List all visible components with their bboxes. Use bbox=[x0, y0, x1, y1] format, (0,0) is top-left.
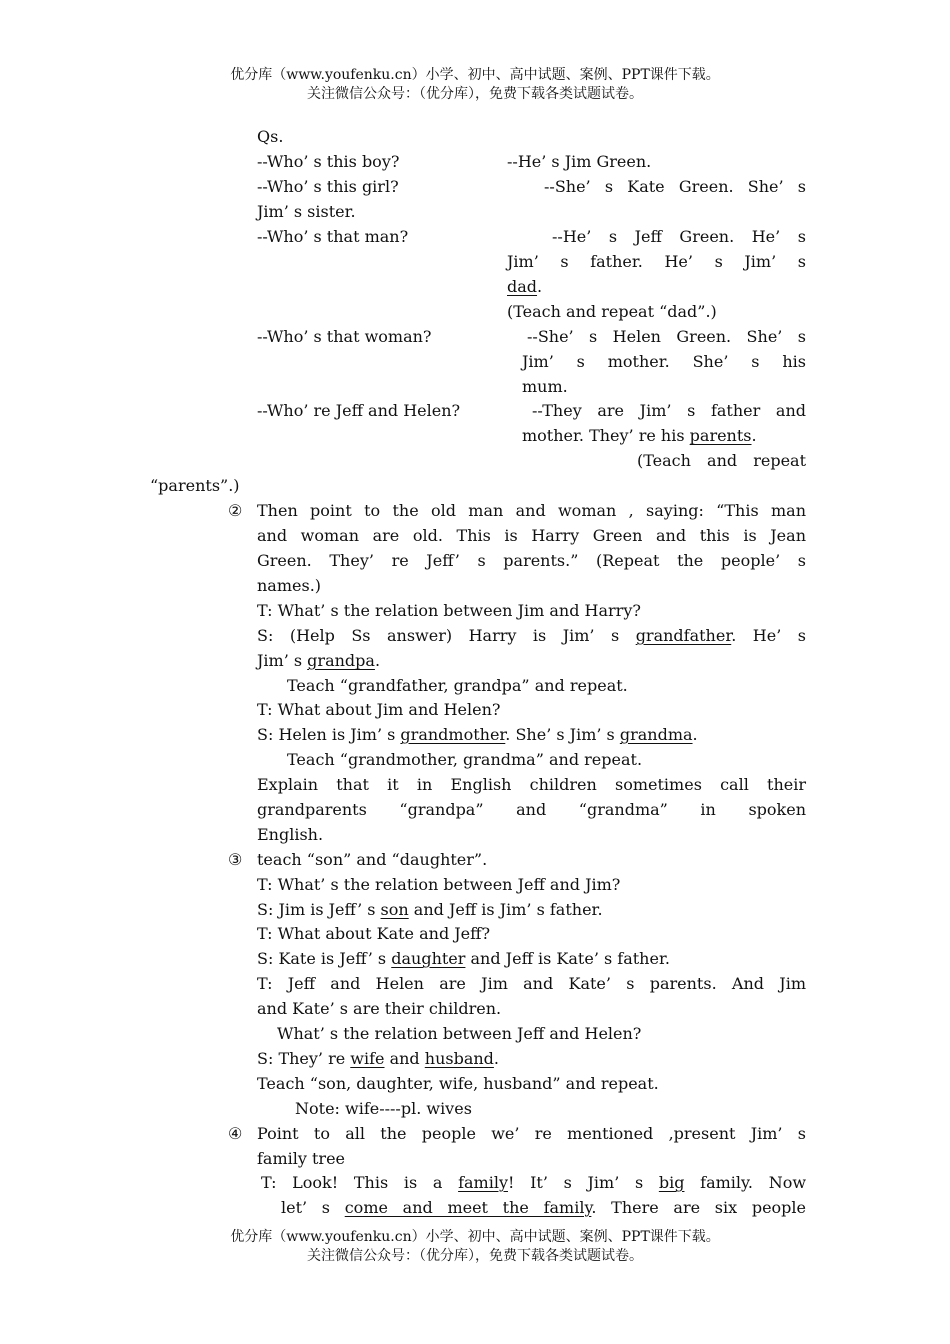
step-2-line-7: Jim’ s grandpa. bbox=[257, 651, 381, 670]
step-3-line-11: Note: wife----pl. wives bbox=[295, 1099, 472, 1118]
footer-line-1: 优分库（www.youfenku.cn）小学、初中、高中试题、案例、PPT课件下载。 bbox=[230, 1229, 720, 1245]
step-4-line-3: T: Look! This is a family! It’ s Jim’ s big family. Now bbox=[261, 1173, 807, 1192]
step-4-line-4: let’ s come and meet the family. There are six people bbox=[281, 1198, 807, 1217]
step-2-line-12: Explain that it in English children sometimes call their bbox=[257, 775, 806, 794]
step-2-marker: ② bbox=[228, 501, 243, 520]
step-2-line-3: Green. They’ re Jeff’ s parents.” (Repeat the people’ s bbox=[257, 551, 806, 570]
header-line-2: 关注微信公众号：（优分库），免费下载各类试题试卷。 bbox=[307, 86, 643, 102]
question-5: --Who’ re Jeff and Helen? bbox=[257, 401, 461, 420]
step-3-marker: ③ bbox=[228, 850, 243, 869]
vocab-grandma: grandma bbox=[619, 725, 693, 744]
step-3-line-1: teach “son” and “daughter”. bbox=[257, 850, 488, 869]
header-line-1: 优分库（www.youfenku.cn）小学、初中、高中试题、案例、PPT课件下载。 bbox=[230, 67, 720, 83]
phrase-come-and-meet-the-family: come and meet the family bbox=[344, 1198, 592, 1217]
answer-3-cont: Jim’ s father. He’ s Jim’ s bbox=[507, 252, 806, 271]
question-4: --Who’ s that woman? bbox=[257, 327, 432, 346]
step-4-line-1: Point to all the people we’ re mentioned ,present Jim’ s bbox=[257, 1124, 806, 1143]
step-2-line-13: grandparents “grandpa” and “grandma” in spoken bbox=[257, 800, 806, 819]
teach-parents-note: (Teach and repeat bbox=[637, 451, 806, 470]
answer-4-mum: mum. bbox=[522, 377, 568, 396]
answer-4-cont: Jim’ s mother. She’ s his bbox=[522, 352, 806, 371]
vocab-parents: parents bbox=[689, 426, 752, 445]
vocab-dad: dad bbox=[507, 277, 538, 296]
step-2-line-6: S: (Help Ss answer) Harry is Jim’ s grandfather. He’ s bbox=[257, 626, 806, 645]
step-3-line-6: T: Jeff and Helen are Jim and Kate’ s parents. And Jim bbox=[257, 974, 806, 993]
teach-parents-note-end: “parents”.) bbox=[150, 476, 240, 495]
step-2-line-14: English. bbox=[257, 825, 324, 844]
step-4-line-2: family tree bbox=[257, 1149, 346, 1168]
question-2: --Who’ s this girl? bbox=[257, 177, 399, 196]
question-1: --Who’ s this boy? bbox=[257, 152, 400, 171]
answer-2: --She’ s Kate Green. She’ s bbox=[544, 177, 806, 196]
answer-5: --They are Jim’ s father and bbox=[532, 401, 806, 420]
step-2-line-2: and woman are old. This is Harry Green and this is Jean bbox=[257, 526, 806, 545]
step-3-line-3: S: Jim is Jeff’ s son and Jeff is Jim’ s father. bbox=[257, 900, 603, 919]
step-3-line-4: T: What about Kate and Jeff? bbox=[257, 924, 491, 943]
answer-4: --She’ s Helen Green. She’ s bbox=[527, 327, 806, 346]
answer-2-cont: Jim’ s sister. bbox=[257, 202, 356, 221]
answer-3-dad: dad. bbox=[507, 277, 543, 296]
question-3: --Who’ s that man? bbox=[257, 227, 409, 246]
step-3-line-5: S: Kate is Jeff’ s daughter and Jeff is Kate’ s father. bbox=[257, 949, 670, 968]
qs-label: Qs. bbox=[257, 127, 284, 146]
vocab-grandpa: grandpa bbox=[307, 651, 375, 670]
step-3-line-9: S: They’ re wife and husband. bbox=[257, 1049, 500, 1068]
step-3-line-2: T: What’ s the relation between Jeff and Jim? bbox=[257, 875, 621, 894]
vocab-grandmother: grandmother bbox=[400, 725, 506, 744]
step-2-line-10: S: Helen is Jim’ s grandmother. She’ s Jim’ s grandma. bbox=[257, 725, 698, 744]
page-header bbox=[0, 66, 950, 104]
vocab-family: family bbox=[458, 1173, 508, 1192]
answer-5-cont: mother. They’ re his parents. bbox=[522, 426, 757, 445]
vocab-husband: husband bbox=[424, 1049, 494, 1068]
step-2-line-1: Then point to the old man and woman , saying: “This man bbox=[257, 501, 806, 520]
vocab-son: son bbox=[380, 900, 409, 919]
footer-line-2: 关注微信公众号：（优分库），免费下载各类试题试卷。 bbox=[307, 1248, 643, 1264]
step-4-marker: ④ bbox=[228, 1124, 243, 1143]
vocab-big: big bbox=[658, 1173, 685, 1192]
page-footer bbox=[0, 1228, 950, 1266]
step-2-line-4: names.) bbox=[257, 576, 322, 595]
step-3-line-8: What’ s the relation between Jeff and Helen? bbox=[277, 1024, 642, 1043]
step-2-line-11: Teach “grandmother, grandma” and repeat. bbox=[287, 750, 643, 769]
answer-3: --He’ s Jeff Green. He’ s bbox=[552, 227, 806, 246]
vocab-wife: wife bbox=[350, 1049, 385, 1068]
step-2-line-9: T: What about Jim and Helen? bbox=[257, 700, 501, 719]
step-2-line-5: T: What’ s the relation between Jim and Harry? bbox=[257, 601, 641, 620]
answer-1: --He’ s Jim Green. bbox=[507, 152, 652, 171]
step-3-line-7: and Kate’ s are their children. bbox=[257, 999, 502, 1018]
vocab-grandfather: grandfather bbox=[635, 626, 732, 645]
step-2-line-8: Teach “grandfather, grandpa” and repeat. bbox=[287, 676, 628, 695]
step-3-line-10: Teach “son, daughter, wife, husband” and repeat. bbox=[257, 1074, 659, 1093]
vocab-daughter: daughter bbox=[391, 949, 466, 968]
teach-dad-note: (Teach and repeat “dad”.) bbox=[507, 302, 717, 321]
